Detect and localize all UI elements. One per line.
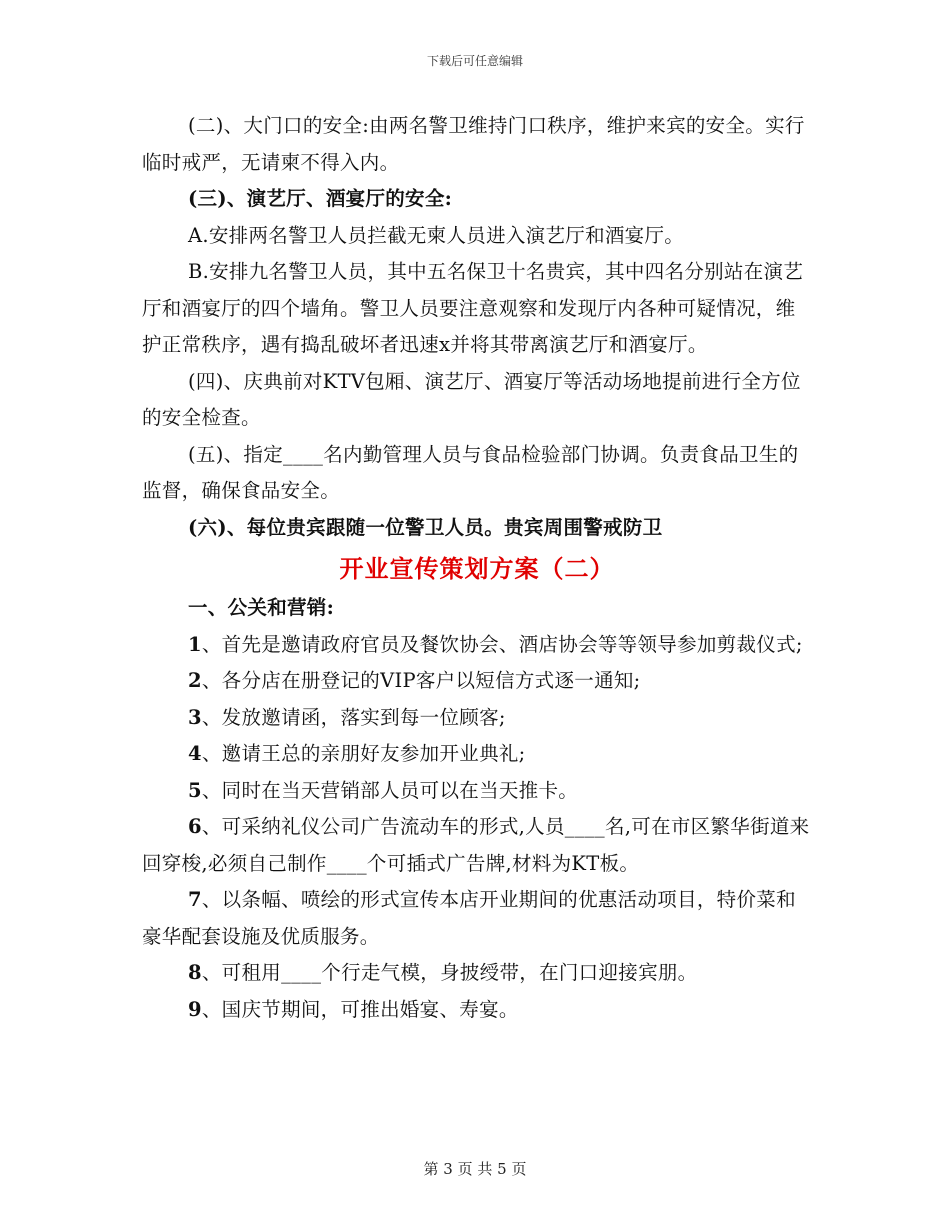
page-header: 下载后可任意编辑 [426,54,523,68]
list-item-number: 2 [188,669,202,692]
list-item [142,627,812,664]
paragraph-gate-security: (二)、大门口的安全:由两名警卫维持门口秩序，维护来宾的安全。实行临时戒严，无请柬不得入内。 [142,114,805,174]
page-footer: 第 3 页 共 5 页 [423,1160,527,1178]
list-item-number: 7 [188,888,202,911]
list-item-text: 、以条幅、喷绘的形式宣传本店开业期间的优惠活动项目，特价菜和豪华配套设施及优质服务。 [142,888,796,948]
list-item-text: 、同时在当天营销部人员可以在当天推卡。 [201,778,579,802]
subheading-pr-marketing: 一、公关和营销: [188,596,335,619]
list-item-number: 5 [188,778,202,802]
list-item-number: 3 [188,705,202,729]
list-item [142,992,812,1029]
list-item [142,663,812,700]
list-item-text: 、首先是邀请政府官员及餐饮协会、酒店协会等等领导参加剪裁仪式; [201,632,803,656]
list-item-number: 1 [188,632,202,656]
section-title: 开业宣传策划方案（二） [339,554,615,583]
paragraph-item-a: A.安排两名警卫人员拦截无柬人员进入演艺厅和酒宴厅。 [188,223,685,247]
list-item-text: 、各分店在册登记的VIP客户以短信方式逐一通知; [201,669,641,692]
paragraph-food-safety: (五)、指定____名内勤管理人员与食品检验部门协调。负责食品卫生的监督，确保食品安全。 [142,442,799,502]
list-item-text: 、邀请王总的亲朋好友参加开业典礼; [201,742,526,765]
list-item [142,882,812,955]
list-item-text: 、可租用____个行走气模，身披绶带，在门口迎接宾朋。 [201,961,698,984]
list-item-number: 6 [188,815,202,838]
paragraph-hall-security-heading: (三)、演艺厅、酒宴厅的安全: [188,187,453,210]
list-item-text: 、发放邀请函，落实到每一位顾客; [201,705,506,729]
list-item-text: 、可采纳礼仪公司广告流动车的形式,人员____名,可在市区繁华街道来回穿梭,必须自己制作____个可插式广告牌,材料为KT板。 [142,815,810,875]
list-item [142,955,812,992]
list-item-number: 4 [188,742,202,765]
list-item-number: 8 [188,961,202,984]
document-body [142,108,812,1028]
list-item [142,773,812,810]
paragraph-vip-guard: (六)、每位贵宾跟随一位警卫人员。贵宾周围警戒防卫 [188,515,663,539]
list-item [142,736,812,773]
paragraph-venue-inspection: (四)、庆典前对KTV包厢、演艺厅、酒宴厅等活动场地提前进行全方位的安全检查。 [142,369,801,429]
list-item [142,809,812,882]
list-item-text: 、国庆节期间，可推出婚宴、寿宴。 [201,997,519,1021]
paragraph-item-b: B.安排九名警卫人员，其中五名保卫十名贵宾，其中四名分别站在演艺厅和酒宴厅的四个墙角。警卫人员要注意观察和发现厅内各种可疑情况，维护正常秩序，遇有捣乱破坏者迅速x并将其带离演艺厅和酒宴厅。 [142,260,804,356]
list-item [142,700,812,737]
list-item-number: 9 [188,997,202,1021]
